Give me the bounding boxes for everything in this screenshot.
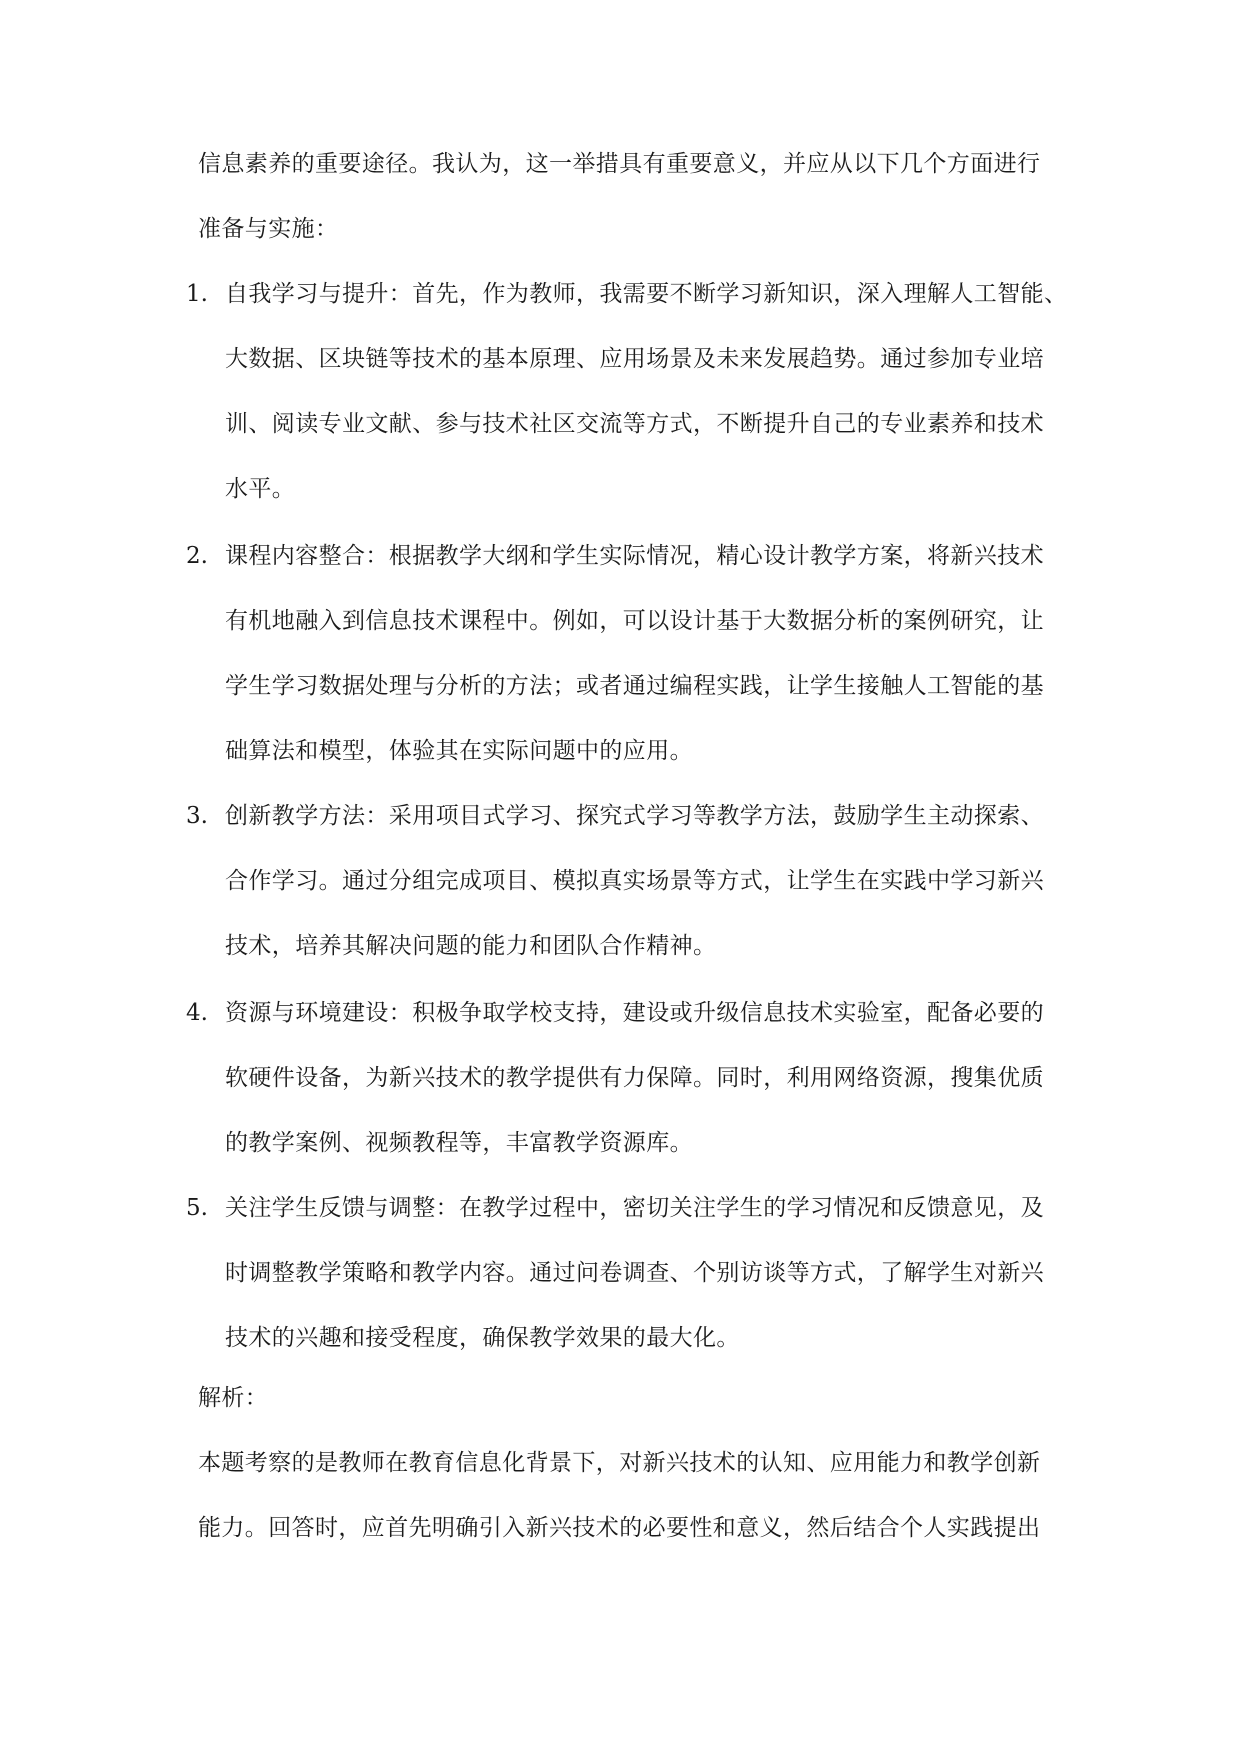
list-item-line: 有机地融入到信息技术课程中。例如，可以设计基于大数据分析的案例研究，让 xyxy=(225,608,1044,634)
analysis-line: 能力。回答时，应首先明确引入新兴技术的必要性和意义，然后结合个人实践提出 xyxy=(198,1515,1041,1541)
list-item-line: 创新教学方法：采用项目式学习、探究式学习等教学方法，鼓励学生主动探索、 xyxy=(225,803,1044,829)
list-item-number: 5. xyxy=(186,1195,208,1221)
list-item-line: 技术，培养其解决问题的能力和团队合作精神。 xyxy=(225,933,717,959)
list-item-line: 训、阅读专业文献、参与技术社区交流等方式，不断提升自己的专业素养和技术 xyxy=(225,411,1044,437)
list-item-number: 3. xyxy=(186,803,208,829)
list-item-line: 软硬件设备，为新兴技术的教学提供有力保障。同时，利用网络资源，搜集优质 xyxy=(225,1065,1044,1091)
analysis-line: 本题考察的是教师在教育信息化背景下，对新兴技术的认知、应用能力和教学创新 xyxy=(198,1450,1041,1476)
list-item-number: 1. xyxy=(186,281,208,307)
intro-line: 信息素养的重要途径。我认为，这一举措具有重要意义，并应从以下几个方面进行 xyxy=(198,151,1041,177)
list-item-line: 础算法和模型，体验其在实际问题中的应用。 xyxy=(225,738,693,764)
list-item-line: 水平。 xyxy=(225,476,296,502)
list-item-line: 关注学生反馈与调整：在教学过程中，密切关注学生的学习情况和反馈意见，及 xyxy=(225,1195,1044,1221)
list-item-number: 4. xyxy=(186,1000,208,1026)
list-item-line: 自我学习与提升：首先，作为教师，我需要不断学习新知识，深入理解人工智能、 xyxy=(225,281,1068,307)
list-item-line: 技术的兴趣和接受程度，确保教学效果的最大化。 xyxy=(225,1325,740,1351)
list-item-number: 2. xyxy=(186,543,208,569)
list-item-line: 大数据、区块链等技术的基本原理、应用场景及未来发展趋势。通过参加专业培 xyxy=(225,346,1044,372)
list-item-line: 时调整教学策略和教学内容。通过问卷调查、个别访谈等方式，了解学生对新兴 xyxy=(225,1260,1044,1286)
list-item-line: 课程内容整合：根据教学大纲和学生实际情况，精心设计教学方案，将新兴技术 xyxy=(225,543,1044,569)
list-item-line: 学生学习数据处理与分析的方法；或者通过编程实践，让学生接触人工智能的基 xyxy=(225,673,1044,699)
list-item-line: 资源与环境建设：积极争取学校支持，建设或升级信息技术实验室，配备必要的 xyxy=(225,1000,1044,1026)
list-item-line: 合作学习。通过分组完成项目、模拟真实场景等方式，让学生在实践中学习新兴 xyxy=(225,868,1044,894)
list-item-line: 的教学案例、视频教程等，丰富教学资源库。 xyxy=(225,1130,693,1156)
analysis-heading: 解析： xyxy=(198,1385,269,1411)
intro-line: 准备与实施： xyxy=(198,216,339,242)
